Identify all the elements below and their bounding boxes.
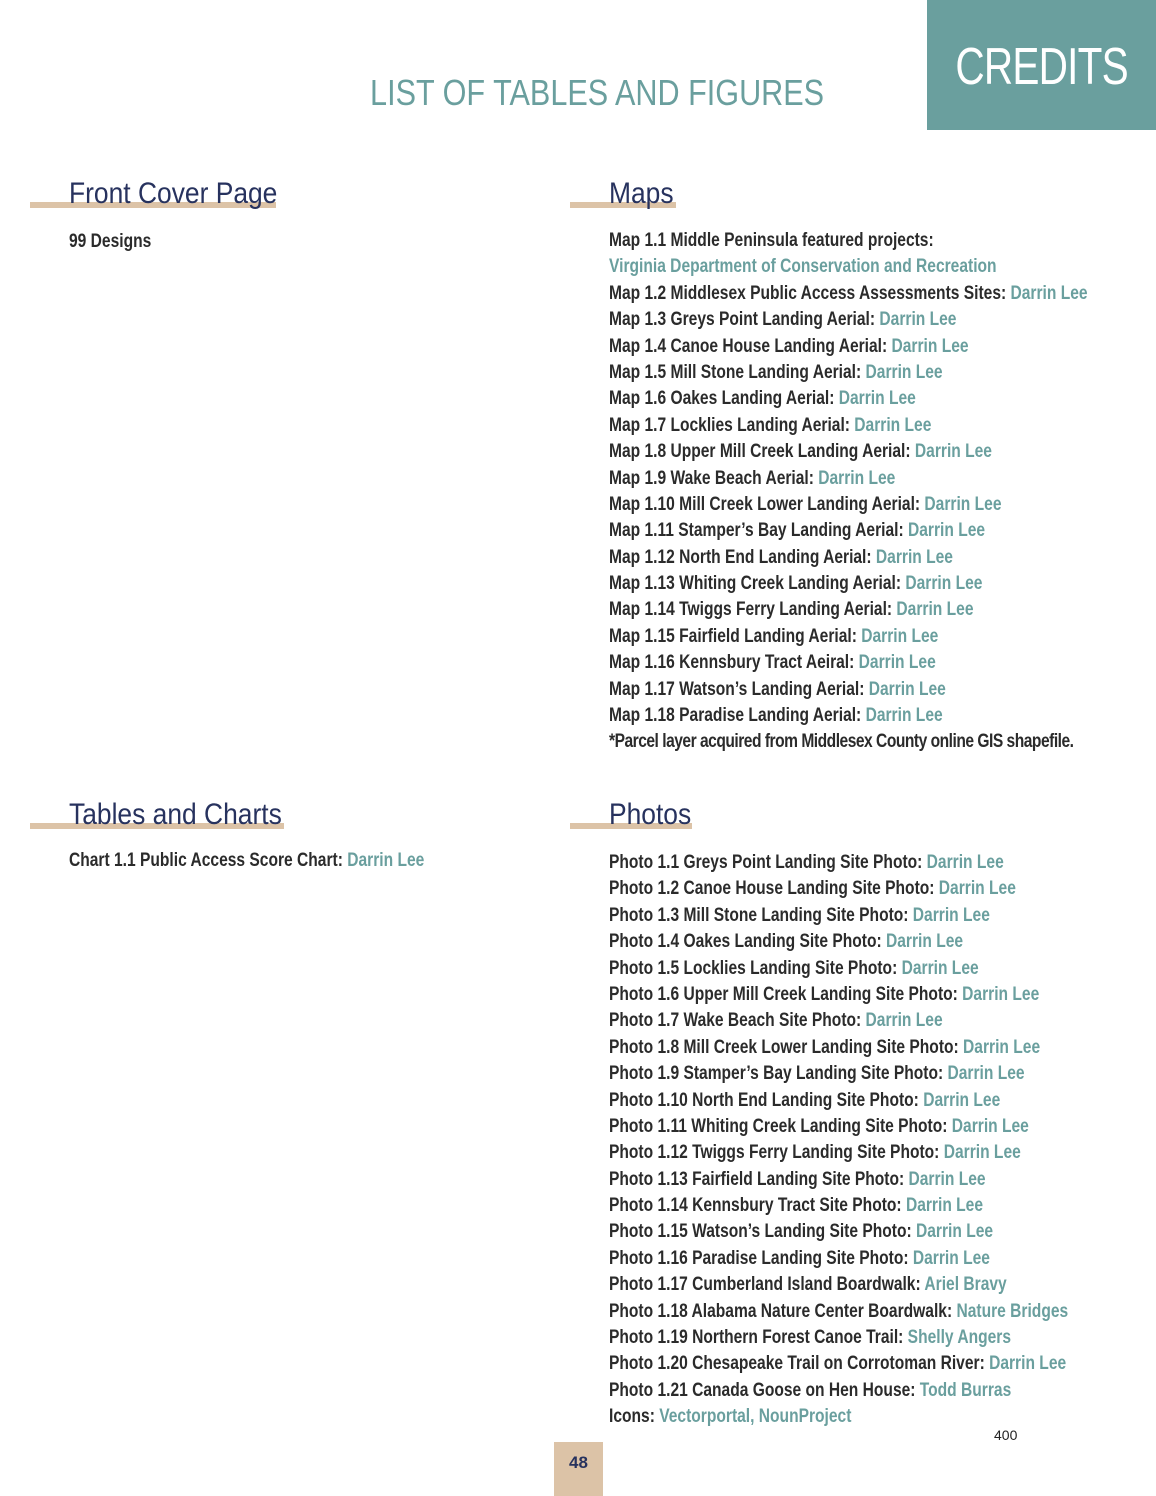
front-cover-list [69,229,169,255]
list-item [609,1140,1068,1166]
tables-charts-list [69,848,502,874]
list-item [609,281,1088,307]
item-label: Map 1.6 Oakes Landing Aerial: [609,388,839,410]
item-label: Photo 1.7 Wake Beach Site Photo: [609,1010,866,1032]
item-credit: Darrin Lee [858,652,936,674]
item-label: Photo 1.16 Paradise Landing Site Photo: [609,1247,913,1269]
item-label: Photo 1.3 Mill Stone Landing Site Photo: [609,904,913,926]
item-label: Photo 1.13 Fairfield Landing Site Photo: [609,1168,909,1190]
item-label: Map 1.2 Middlesex Public Access Assessments Sites: [609,282,1011,304]
list-item [69,848,424,874]
section-heading-maps [570,168,676,208]
page-title-text: LIST OF TABLES AND FIGURES [370,72,825,113]
item-label: Map 1.10 Mill Creek Lower Landing Aerial: [609,493,925,515]
credits-tab-label: CREDITS [955,38,1128,96]
list-item [609,1219,1068,1245]
section-heading-tables-charts [30,789,284,829]
item-label: Photo 1.14 Kennsbury Tract Site Photo: [609,1195,906,1217]
item-label: Photo 1.18 Alabama Nature Center Boardwalk: [609,1300,957,1322]
item-label: Map 1.5 Mill Stone Landing Aerial: [609,361,866,383]
list-item [609,956,1068,982]
list-item [609,1008,1068,1034]
item-label: 99 Designs [69,231,152,252]
list-item [609,228,1088,254]
item-credit: Darrin Lee [951,1115,1029,1137]
item-label: Photo 1.4 Oakes Landing Site Photo: [609,931,887,953]
item-credit: Darrin Lee [916,1221,994,1243]
list-item [609,650,1088,676]
item-label: Map 1.7 Locklies Landing Aerial: [609,414,855,436]
list-item [609,597,1088,623]
item-credit: Darrin Lee [908,520,986,542]
item-credit: Darrin Lee [854,414,932,436]
list-item [609,1193,1068,1219]
page-title [330,72,830,114]
list-item [609,929,1068,955]
item-label: Photo 1.8 Mill Creek Lower Landing Site Photo: [609,1036,964,1058]
item-credit: Darrin Lee [886,931,964,953]
list-item [609,571,1088,597]
item-credit: Darrin Lee [875,546,953,568]
item-credit: Darrin Lee [901,957,979,979]
list-item [609,624,1088,650]
item-label: Photo 1.20 Chesapeake Trail on Corrotoman River: [609,1353,990,1375]
item-credit: Darrin Lee [963,1036,1041,1058]
item-label: Map 1.9 Wake Beach Aerial: [609,467,819,489]
list-item [609,334,1088,360]
list-item [609,1035,1068,1061]
list-item [609,982,1068,1008]
item-credit: Darrin Lee [947,1063,1025,1085]
item-label: Photo 1.6 Upper Mill Creek Landing Site Photo: [609,983,963,1005]
item-label: *Parcel layer acquired from Middlesex County online GIS shapefile. [609,731,1074,753]
item-label: Map 1.18 Paradise Landing Aerial: [609,705,866,727]
list-item [609,1378,1068,1404]
page-number-box [554,1442,603,1496]
list-item [609,466,1088,492]
item-credit: Darrin Lee [923,1089,1001,1111]
item-credit: Darrin Lee [989,1353,1067,1375]
list-item [609,1351,1068,1377]
item-label: Photo 1.10 North End Landing Site Photo: [609,1089,924,1111]
section-heading-text: Photos [609,798,692,831]
list-item [609,903,1068,929]
list-item [609,703,1088,729]
list-item [609,492,1088,518]
item-label: Map 1.1 Middle Peninsula featured projects: [609,230,934,251]
section-heading-text: Tables and Charts [69,798,282,831]
stray-number: 400 [994,1427,1018,1443]
item-label: Map 1.12 North End Landing Aerial: [609,546,876,568]
item-credit: Todd Burras [919,1379,1012,1401]
item-label: Icons: [609,1406,660,1428]
item-credit: Darrin Lee [818,467,896,489]
item-credit: Darrin Lee [962,983,1040,1005]
item-label: Photo 1.2 Canoe House Landing Site Photo: [609,878,939,900]
item-label: Map 1.15 Fairfield Landing Aerial: [609,625,862,647]
item-credit: Darrin Lee [912,904,990,926]
list-item [609,518,1088,544]
list-item [609,1272,1068,1298]
list-item [609,545,1088,571]
list-item [609,1088,1068,1114]
list-item [609,439,1088,465]
item-credit: Darrin Lee [1010,282,1088,304]
item-credit: Virginia Department of Conservation and Recreation [609,256,997,278]
list-item [609,1325,1068,1351]
item-credit: Darrin Lee [938,878,1016,900]
item-label: Photo 1.19 Northern Forest Canoe Trail: [609,1327,908,1349]
item-label: Photo 1.15 Watson’s Landing Site Photo: [609,1221,917,1243]
item-credit: Darrin Lee [865,1010,943,1032]
item-credit: Shelly Angers [907,1327,1012,1349]
item-credit: Darrin Lee [896,599,974,621]
page-number: 48 [569,1453,588,1472]
list-item [609,1299,1068,1325]
item-label: Map 1.3 Greys Point Landing Aerial: [609,309,880,331]
item-credit: Vectorportal, NounProject [659,1406,852,1428]
item-label: Photo 1.1 Greys Point Landing Site Photo: [609,852,927,873]
item-label: Map 1.11 Stamper’s Bay Landing Aerial: [609,520,909,542]
section-heading-text: Maps [609,177,674,210]
section-heading-front-cover [30,168,276,208]
item-credit: Darrin Lee [861,625,939,647]
list-item [609,307,1088,333]
item-label: Map 1.8 Upper Mill Creek Landing Aerial: [609,441,915,463]
item-credit: Darrin Lee [943,1142,1021,1164]
item-label: Photo 1.21 Canada Goose on Hen House: [609,1379,920,1401]
item-credit: Darrin Lee [865,705,943,727]
list-item [609,677,1088,703]
item-credit: Darrin Lee [914,441,992,463]
item-label: Photo 1.9 Stamper’s Bay Landing Site Photo: [609,1063,948,1085]
item-credit: Darrin Lee [868,678,946,700]
item-label: Map 1.13 Whiting Creek Landing Aerial: [609,573,906,595]
item-credit: Darrin Lee [865,361,943,383]
list-item [69,229,151,255]
item-label: Photo 1.5 Locklies Landing Site Photo: [609,957,902,979]
item-credit: Nature Bridges [956,1300,1069,1322]
item-label: Chart 1.1 Public Access Score Chart: [69,850,348,871]
item-credit: Darrin Lee [908,1168,986,1190]
list-item [609,386,1088,412]
item-label: Map 1.16 Kennsbury Tract Aeiral: [609,652,859,674]
item-credit: Darrin Lee [905,573,983,595]
list-item [609,1246,1068,1272]
list-item [609,1061,1068,1087]
item-credit: Darrin Lee [905,1195,984,1217]
item-label: Photo 1.11 Whiting Creek Landing Site Photo: [609,1115,952,1137]
item-credit: Darrin Lee [924,493,1002,515]
list-item [609,729,1088,755]
item-label: Map 1.14 Twiggs Ferry Landing Aerial: [609,599,897,621]
maps-list [609,228,1156,756]
item-label: Map 1.4 Canoe House Landing Aerial: [609,335,892,357]
item-credit: Darrin Lee [347,850,425,871]
item-credit: Darrin Lee [891,335,969,357]
item-credit: Darrin Lee [912,1247,990,1269]
list-item [609,360,1088,386]
item-label: Photo 1.17 Cumberland Island Boardwalk: [609,1274,925,1296]
list-item [609,1167,1068,1193]
section-heading-text: Front Cover Page [69,177,278,210]
item-label: Photo 1.12 Twiggs Ferry Landing Site Photo: [609,1142,944,1164]
item-credit: Darrin Lee [926,852,1004,873]
item-credit: Darrin Lee [879,309,957,331]
item-credit: Darrin Lee [838,388,916,410]
section-heading-photos [570,789,692,829]
list-item [609,850,1068,876]
list-item [609,876,1068,902]
photos-list [609,850,1156,1431]
item-credit: Ariel Bravy [924,1274,1007,1296]
item-label: Map 1.17 Watson’s Landing Aerial: [609,678,869,700]
list-item [609,413,1088,439]
list-item [609,1114,1068,1140]
credits-tab [927,0,1156,130]
list-item [609,254,1088,280]
